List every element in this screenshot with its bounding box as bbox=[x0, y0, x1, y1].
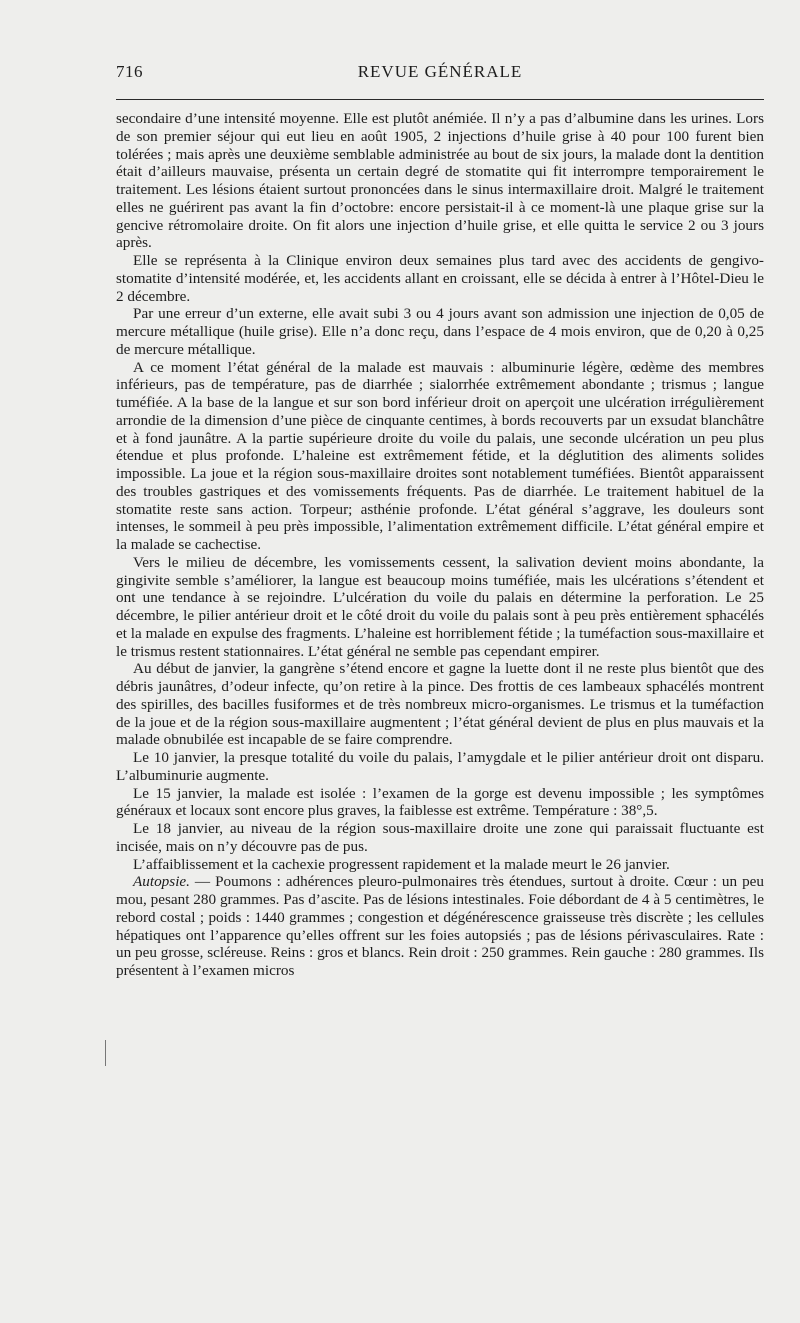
paragraph: Vers le milieu de décembre, les vomissements cessent, la salivation devient moins abondante, la gingivite semble s’améliorer, la langue est beaucoup moins tuméfiée, mais les ulcérations s’étendent et ont une tendance à se rejoindre. L’ulcération du voile du palais en détermine la perforation. Le 25 décembre, le pilier antérieur droit et le côté droit du voile du palais sont à peu près entièrement sphacélés et la malade en expulse des fragments. L’haleine est horriblement fétide ; la tuméfaction sous-maxillaire et le trismus restent stationnaires. L’état général ne semble pas cependant empirer. bbox=[116, 553, 764, 660]
paragraph: Au début de janvier, la gangrène s’étend encore et gagne la luette dont il ne reste plus bientôt que des débris jaunâtres, d’odeur infecte, qu’on retire à la pince. Des frottis de ces lambeaux sphacélés montrent des spirilles, des bacilles fusiformes et de très nombreux micro-organismes. Le trismus et la tuméfaction de la joue et de la région sous-maxillaire augmentent ; l’état général devient de plus en plus mauvais et la malade obnubilée est incapable de se faire comprendre. bbox=[116, 660, 764, 749]
paragraph: L’affaiblissement et la cachexie progressent rapidement et la malade meurt le 26 janvier. bbox=[133, 855, 670, 873]
page-header bbox=[116, 60, 764, 84]
margin-mark bbox=[105, 1040, 106, 1066]
paragraph: Le 18 janvier, au niveau de la région sous-maxillaire droite une zone qui paraissait fluctuante est incisée, mais on n’y découvre pas de pus. bbox=[116, 820, 764, 855]
autopsy-label: Autopsie. bbox=[133, 873, 190, 891]
paragraph: Elle se représenta à la Clinique environ deux semaines plus tard avec des accidents de gengivo-stomatite d’intensité modérée, et, les accidents allant en croissant, elle se décida à entrer à l’Hôtel-Dieu le 2 décembre. bbox=[116, 252, 764, 305]
page-number: 716 bbox=[116, 62, 143, 81]
paragraph: Le 15 janvier, la malade est isolée : l’examen de la gorge est devenu impossible ; les symptômes généraux et locaux sont encore plus graves, la faiblesse est extrême. Température : 38°,5. bbox=[116, 784, 764, 820]
paragraph: A ce moment l’état général de la malade est mauvais : albuminurie légère, œdème des membres inférieurs, pas de température, pas de diarrhée ; sialorrhée extrêmement abondante ; trismus ; langue tuméfiée. A la base de la langue et sur son bord inférieur droit on aperçoit une ulcération irrégulièrement arrondie de la dimension d’une pièce de cinquante centimes, à bords recouverts par un exsudat blanchâtre et à fond jaunâtre. A la partie supérieure droite du voile du palais, une seconde ulcération un peu plus étendue et plus profonde. L’haleine est extrêmement fétide, et la déglutition des aliments solides impossible. La joue et la région sous-maxillaire droites sont notablement tuméfiées. Bientôt apparaissent des troubles gastriques et des vomissements fréquents. Pas de diarrhée. Le traitement habituel de la stomatite reste sans action. Torpeur; asthénie profonde. L’état général s’aggrave, les douleurs sont intenses, le sommeil à peu près impossible, l’alimentation extrêmement difficile. L’état général empire et la malade se cachectise. bbox=[116, 358, 764, 553]
body-text bbox=[116, 110, 764, 980]
paragraph: Par une erreur d’un externe, elle avait subi 3 ou 4 jours avant son admission une injection de 0,05 de mercure métallique (huile grise). Elle n’a donc reçu, dans l’espace de 4 mois environ, que de 0,20 à 0,25 de mercure métallique. bbox=[116, 305, 764, 358]
header-rule bbox=[116, 99, 764, 100]
autopsy-paragraph bbox=[116, 873, 764, 980]
paragraph: secondaire d’une intensité moyenne. Elle est plutôt anémiée. Il n’y a pas d’albumine dans les urines. Lors de son premier séjour qui eut lieu en août 1905, 2 injections d’huile grise à 40 pour 100 furent bien tolérées ; mais après une deuxième semblable administrée au bout de six jours, la malade dont la dentition était d’ailleurs mauvaise, présenta un certain degré de stomatite qui fit interrompre temporairement le traitement. Les lésions étaient surtout prononcées dans le sinus intermaxillaire droit. Malgré le traitement elles ne guérirent pas avant la fin d’octobre: encore persistait-il à ce moment-là une plaque grise sur la gencive rétromolaire droite. On fit alors une injection d’huile grise, et elle quitta le service 2 ou 3 jours après. bbox=[116, 110, 764, 252]
autopsy-text: — Poumons : adhérences pleuro-pulmonaires très étendues, surtout à droite. Cœur : un peu mou, pesant 280 grammes. Pas d’ascite. Pas de lésions intestinales. Foie débordant de 4 à 5 centimètres, le rebord costal ; poids : 1440 grammes ; congestion et dégénérescence graisseuse très discrète ; les cellules hépatiques ont l’apparence qu’elles offrent sur les foies autopsiés ; pas de lésions périvasculaires. Rate : un peu grosse, scléreuse. Reins : gros et blancs. Rein droit : 250 grammes. Rein gauche : 280 grammes. Ils présentent à l’examen micros bbox=[116, 873, 764, 979]
running-title: REVUE GÉNÉRALE bbox=[357, 62, 523, 81]
paragraph: Le 10 janvier, la presque totalité du voile du palais, l’amygdale et le pilier antérieur droit ont disparu. L’albuminurie augmente. bbox=[116, 749, 764, 784]
